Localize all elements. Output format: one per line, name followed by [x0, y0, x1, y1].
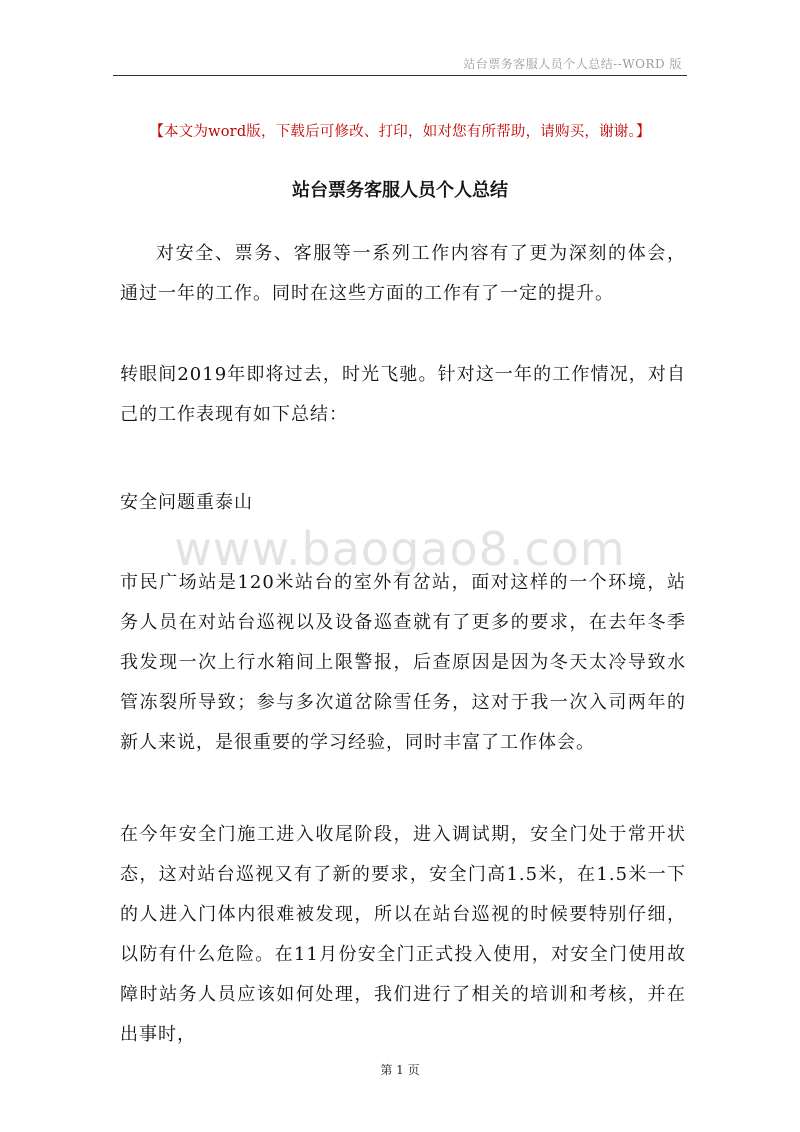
purchase-notice: 【本文为word版，下载后可修改、打印，如对您有所帮助，请购买，谢谢。】: [149, 124, 651, 140]
paragraph-intro: 对安全、票务、客服等一系列工作内容有了更为深刻的体会，通过一年的工作。同时在这些方面的工作有了一定的提升。: [120, 243, 686, 304]
running-header: 站台票务客服人员个人总结--WORD 版: [463, 57, 682, 71]
document-title: 站台票务客服人员个人总结: [292, 180, 508, 201]
paragraph-station-safety: 市民广场站是120米站台的室外有岔站，面对这样的一个环境，站务人员在对站台巡视以及设备巡查就有了更多的要求，在去年冬季我发现一次上行水箱间上限警报，后查原因是因为冬天太冷导致水管冻裂所导致；参与多次道岔除雪任务，这对于我一次入司两年的新人来说，是很重要的学习经验，同时丰富了工作体会。: [120, 572, 686, 753]
paragraph-summary-lead: 转眼间2019年即将过去，时光飞驰。针对这一年的工作情况，对自己的工作表现有如下总结：: [120, 364, 686, 425]
watermark: www.baogao8.com: [174, 522, 626, 576]
section-heading-safety: 安全问题重泰山: [120, 492, 253, 513]
header-rule: [113, 75, 687, 76]
paragraph-safety-door: 在今年安全门施工进入收尾阶段，进入调试期，安全门处于常开状态，这对站台巡视又有了新的要求，安全门高1.5米，在1.5米一下的人进入门体内很难被发现，所以在站台巡视的时候要特别仔细，以防有什么危险。在11月份安全门正式投入使用，对安全门使用故障时站务人员应该如何处理，我们进行了相关的培训和考核，并在出事时，: [120, 824, 686, 1045]
page-number: 第 1 页: [380, 1063, 420, 1077]
